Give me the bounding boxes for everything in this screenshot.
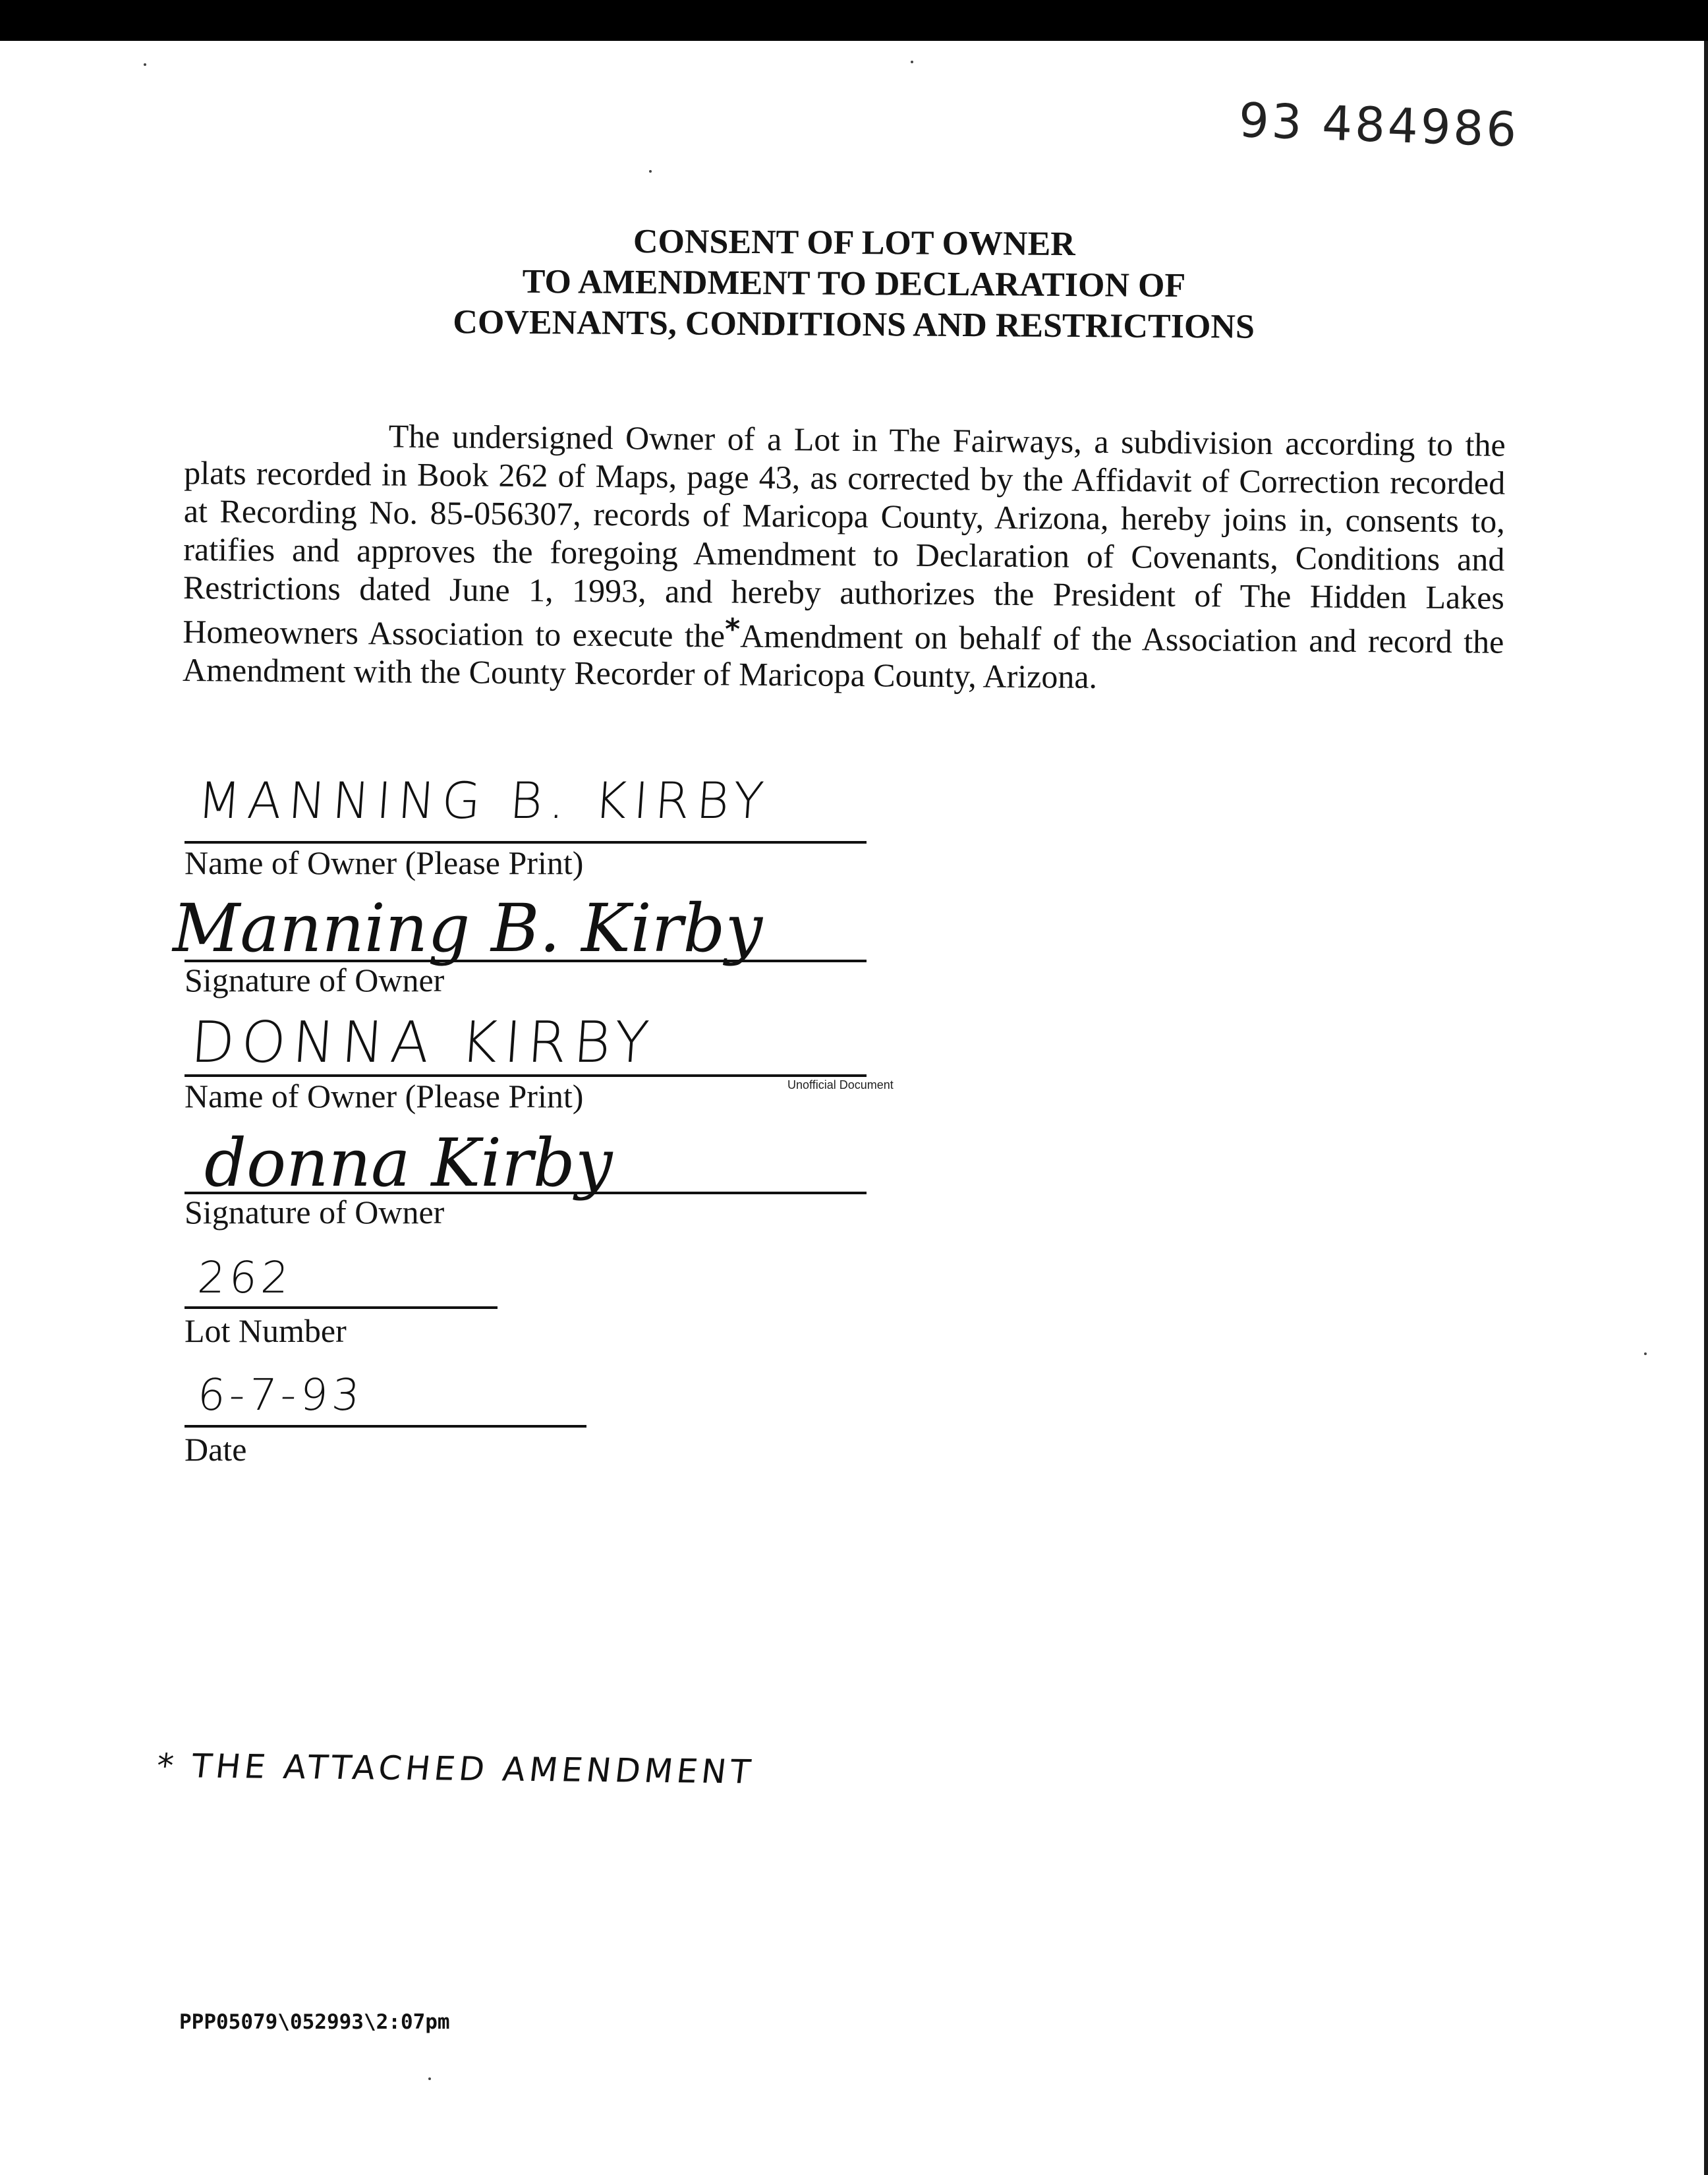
date-label: Date [185,1431,247,1468]
unofficial-document-watermark: Unofficial Document [787,1078,894,1091]
lot-number-handwritten: 262 [196,1252,295,1303]
file-reference-code: PPP05079\052993\2:07pm [179,2010,450,2034]
paragraph-text-part-1: The undersigned Owner of a Lot in The Fairways, a subdivision according to the plats recorded in Book 262 of Maps, page 43, as corrected by the Affidavit of Correction recorded at Recording No. 85-056307, records of Maricopa County, Arizona, hereby joins in, consents to, ratifies and approves the foregoing Amendment to Declaration of Covenants, Conditions and Restrictions dated June 1, 1993, and hereby authorizes the President of The Hidden Lakes Homeowners Association to execute the [183,417,1506,654]
owner1-name-handwritten: MANNING B. KIRBY [195,771,772,830]
scan-speck [144,63,146,66]
title-line-3: COVENANTS, CONDITIONS AND RESTRICTIONS [453,303,1255,346]
scan-speck [1644,1352,1647,1355]
asterisk-mark: * [724,612,741,647]
date-handwritten: 6-7-93 [196,1370,366,1420]
recording-number: 93 484986 [1238,92,1520,158]
scan-speck [649,170,652,173]
document-title [0,218,1708,351]
scan-speck [428,2077,431,2080]
owner1-signature-label: Signature of Owner [185,962,445,999]
owner2-signature-label: Signature of Owner [185,1194,445,1231]
owner2-name-label: Name of Owner (Please Print) [185,1078,584,1115]
paragraph-text-part-2: Amendment on behalf of the Association and record the Amendment with the County Recorder of Maricopa County, Arizona. [182,617,1504,695]
lot-number-line [185,1306,498,1309]
owner2-name-handwritten: DONNA KIRBY [188,1010,658,1076]
consent-paragraph [183,415,1506,699]
title-line-2: TO AMENDMENT TO DECLARATION OF [522,262,1186,305]
date-line [185,1425,586,1428]
handwritten-footnote: * THE ATTACHED AMENDMENT [154,1747,756,1791]
owner2-signature: donna Kirby [204,1124,613,1202]
owner1-signature: Manning B. Kirby [173,890,763,967]
owner1-name-label: Name of Owner (Please Print) [185,844,584,881]
title-line-1: CONSENT OF LOT OWNER [633,222,1075,264]
scan-speck [911,61,913,63]
scan-top-border [0,0,1708,41]
scan-right-edge [1704,41,1708,2175]
lot-number-label: Lot Number [185,1312,347,1349]
